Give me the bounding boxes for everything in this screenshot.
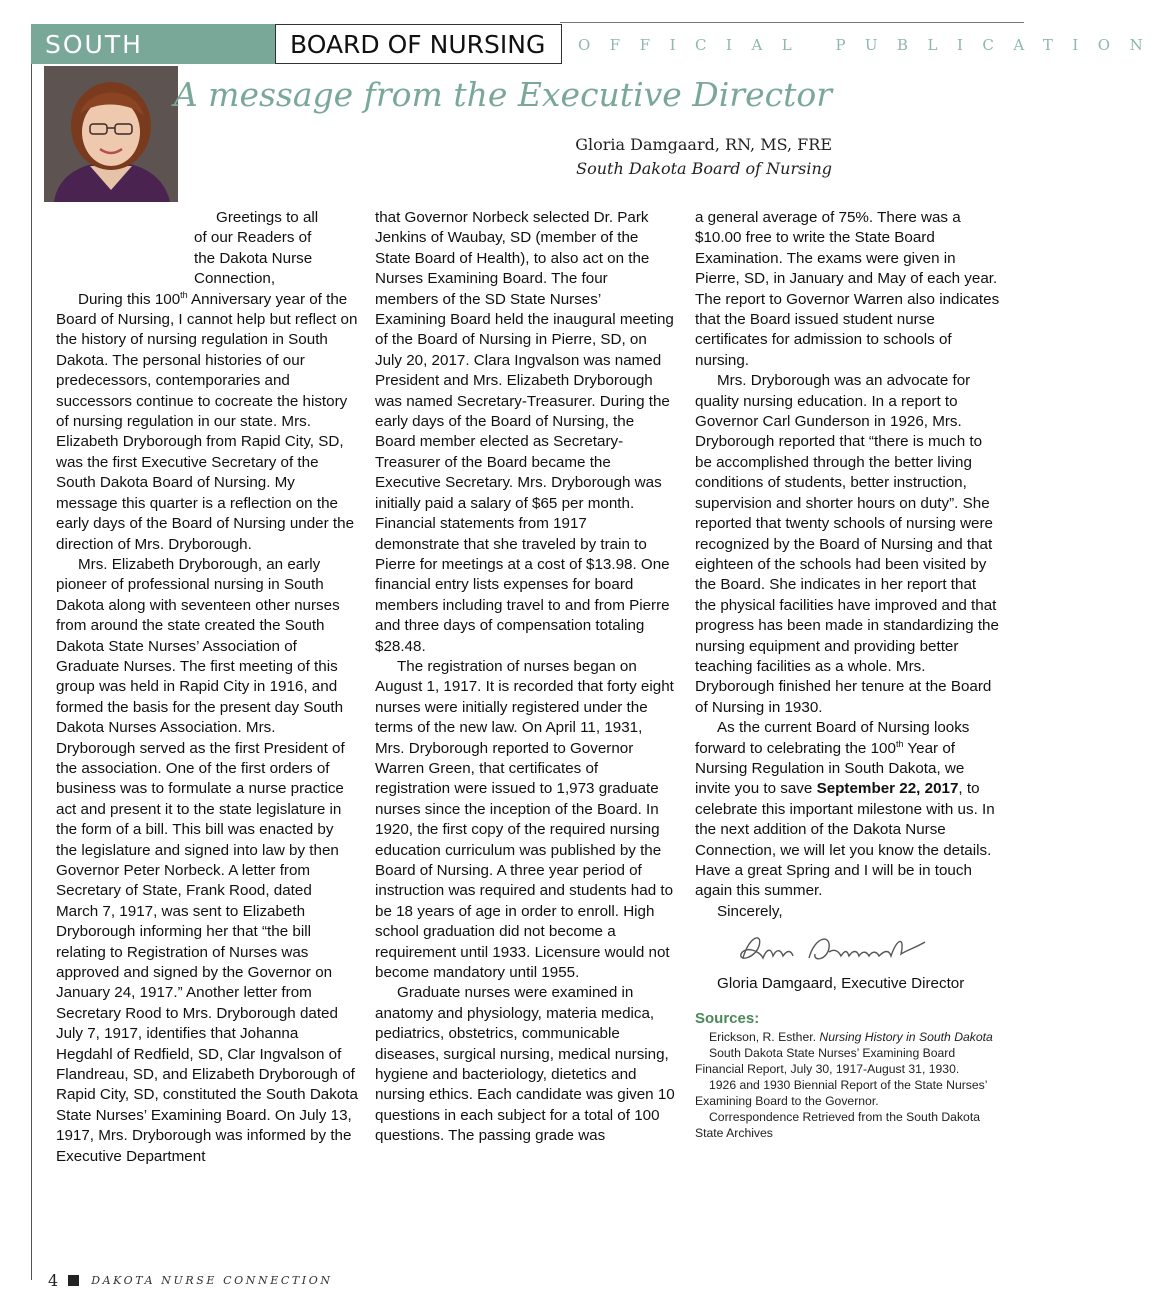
footer-square-icon <box>68 1275 79 1286</box>
page-number: 4 <box>48 1271 59 1290</box>
masthead-board: BOARD OF NURSING <box>275 24 562 64</box>
greeting-line-1: Greetings to all <box>216 209 319 226</box>
article-headline: A message from the Executive Director <box>173 75 832 114</box>
save-the-date: September 22, 2017 <box>816 780 959 798</box>
top-header-rule <box>560 22 1024 23</box>
footer-publication: DAKOTA NURSE CONNECTION <box>91 1274 333 1287</box>
signoff: Gloria Damgaard, Executive Director <box>717 975 965 993</box>
official-publication-label: OFFICIAL PUBLICATION <box>578 36 1162 54</box>
byline <box>575 133 832 181</box>
masthead <box>31 24 562 64</box>
greeting <box>56 208 358 290</box>
source-item: South Dakota State Nurses’ Examining Board Financial Report, July 30, 1917-August 31, 1930. <box>695 1046 960 1077</box>
author-organization: South Dakota Board of Nursing <box>576 159 832 178</box>
article-column-1 <box>56 208 358 1167</box>
sources-heading: Sources: <box>695 1009 760 1027</box>
paragraph: a general average of 75%. There was a $10.00 free to write the State Board Examination. The exams were given in Pierre, SD, in January and May of each year. The report to Governor Warren also indicates that the Board issued student nurse certificates for admission to schools of nursing. <box>695 209 1000 369</box>
sources-list <box>695 1029 1000 1141</box>
paragraph: During this 100th Anniversary year of the Board of Nursing, I cannot help but reflect on the history of nursing regulation in South Dakota. The personal histories of our predecessors, contemporaries and successors continue to cocreate the history of nursing regulation in our state. Mrs. Elizabeth Dryborough from Rapid City, SD, was the first Executive Secretary of the South Dakota Board of Nursing. My message this quarter is a reflection on the early days of the Board of Nursing under the direction of Mrs. Dryborough. <box>56 289 358 553</box>
left-margin-rule <box>31 30 32 1280</box>
closing: Sincerely, <box>717 902 783 920</box>
masthead-state: SOUTH <box>31 24 275 64</box>
greeting-line-2: of our Readers of <box>194 229 312 247</box>
handwritten-signature <box>729 928 1000 970</box>
paragraph: As the current Board of Nursing looks forward to celebrating the 100th Year of Nursing Regulation in South Dakota, we invite you to save September 22, 2017, to celebrate this important milestone with us. In the next addition of the Dakota Nurse Connection, we will let you know the details. Have a great Spring and I will be in touch again this summer. <box>695 719 995 900</box>
greeting-line-4: Connection, <box>194 270 276 288</box>
source-item: Erickson, R. Esther. Nursing History in South Dakota <box>709 1030 993 1045</box>
page-footer <box>48 1271 333 1290</box>
paragraph: The registration of nurses began on August 1, 1917. It is recorded that forty eight nurses were initially registered under the terms of the new law. On April 11, 1931, Mrs. Dryborough reported to Governor Warren Green, that certificates of registration were issued to 1,973 graduate nurses since the inception of the Board. In 1920, the first copy of the required nursing education curriculum was published by the Board of Nursing. A three year period of instruction was required and students had to be 18 years of age in order to enroll. High school graduation did not become a requirement until 1933. Licensure would not become mandatory until 1955. <box>375 657 674 982</box>
paragraph: Mrs. Dryborough was an advocate for quality nursing education. In a report to Governor Carl Gunderson in 1926, Mrs. Dryborough reported that “there is much to be accomplished through the better living conditions of students, better instruction, supervision and shorter hours on duty”. She reported that twenty schools of nursing were recognized by the Board of Nursing and that eighteen of the schools had been visited by the Board. She indicates in her report that the physical facilities have improved and that progress has been made in standardizing the nursing equipment and providing better teaching facilities as a whole. Mrs. Dryborough finished her tenure at the Board of Nursing in 1930. <box>695 372 999 716</box>
author-name: Gloria Damgaard, RN, MS, FRE <box>575 135 832 154</box>
article-column-2 <box>375 208 675 1147</box>
signature-icon <box>729 928 949 970</box>
paragraph: Graduate nurses were examined in anatomy and physiology, materia medica, pediatrics, obstetrics, communicable diseases, surgical nursing, medical nursing, hygiene and bacteriology, dietetics and nursing ethics. Each candidate was given 10 questions in each subject for a total of 100 questions. The passing grade was <box>375 984 675 1145</box>
article-column-3 <box>695 208 1000 1141</box>
paragraph: that Governor Norbeck selected Dr. Park Jenkins of Waubay, SD (member of the State Board of Health), to also act on the Nurses Examining Board. The four members of the SD State Nurses’ Examining Board held the inaugural meeting of the Board of Nursing in Pierre, SD, on July 20, 2017. Clara Ingvalson was named President and Mrs. Elizabeth Dryborough was named Secretary-Treasurer. During the early days of the Board of Nursing, the Board member elected as Secretary-Treasurer of the Board became the Executive Secretary. Mrs. Dryborough was initially paid a salary of $65 per month. Financial statements from 1917 demonstrate that she traveled by train to Pierre for meetings at a cost of $13.98. One financial entry lists expenses for board members including travel to and from Pierre and three days of compensation totaling $28.48. <box>375 209 674 655</box>
greeting-line-3: the Dakota Nurse <box>194 249 313 267</box>
paragraph: Mrs. Elizabeth Dryborough, an early pioneer of professional nursing in South Dakota along with seventeen other nurses from around the state created the South Dakota State Nurses’ Association of Graduate Nurses. The first meeting of this group was held in Rapid City in 1916, and formed the basis for the present day South Dakota Nurses Association. Mrs. Dryborough served as the first President of the association. One of the first orders of business was to formulate a nurse practice act and present it to the state legislature in the form of a bill. This bill was enacted by the legislature and signed into law by then Governor Peter Norbeck. A letter from Secretary of State, Frank Rood, dated March 7, 1917, was sent to Elizabeth Dryborough informing her that “the bill relating to Registration of Nurses was approved and signed by the Governor on January 24, 1917.” Another letter from Secretary Rood to Mrs. Dryborough dated July 7, 1917, identifies that Johanna Hegdahl of Redfield, SD, Clar Ingvalson of Flandreau, SD, and Elizabeth Dryborough of Rapid City, SD, constituted the South Dakota State Nurses’ Examining Board. On July 13, 1917, Mrs. Dryborough was informed by the Executive Department <box>56 555 358 1165</box>
source-item: 1926 and 1930 Biennial Report of the State Nurses’ Examining Board to the Governor. <box>695 1078 988 1109</box>
source-item: Correspondence Retrieved from the South Dakota State Archives <box>695 1110 980 1141</box>
